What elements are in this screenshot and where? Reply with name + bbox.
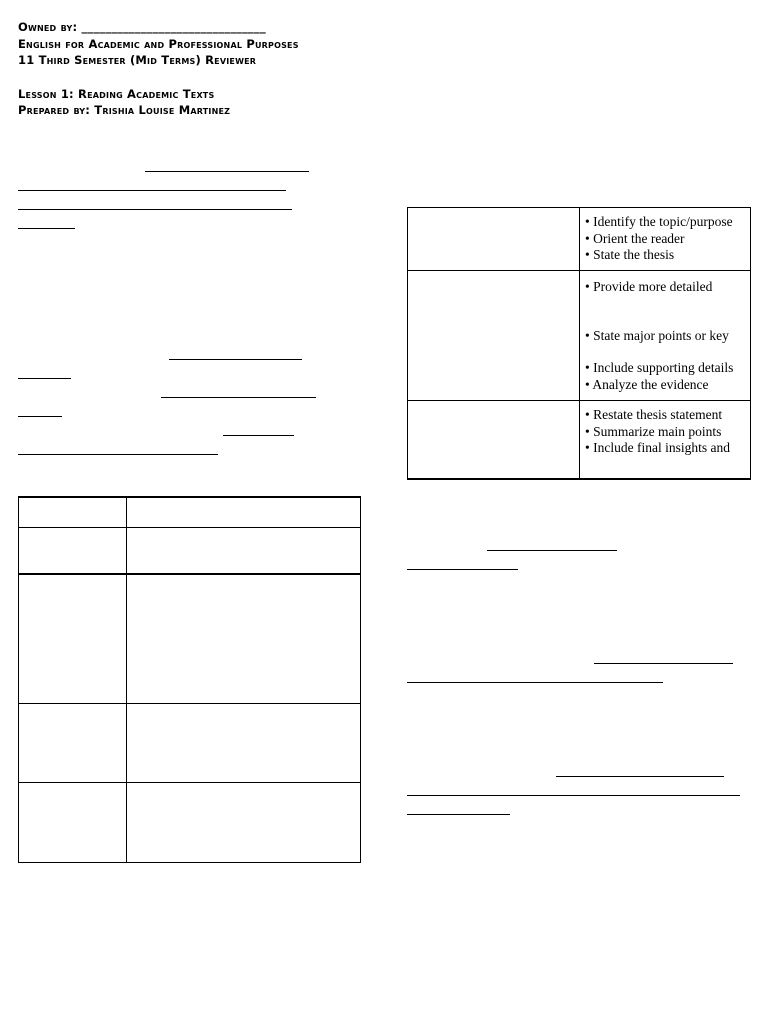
blank-line[interactable] (145, 171, 309, 172)
blank-line[interactable] (407, 569, 518, 570)
table-cell[interactable] (19, 703, 127, 782)
reviewer-table (18, 496, 361, 863)
blank-line[interactable] (18, 416, 62, 417)
bullet-item (585, 296, 745, 328)
row-bullets-cell (580, 271, 751, 401)
blank-line[interactable] (18, 454, 218, 455)
table-cell[interactable] (127, 574, 361, 703)
blank-line[interactable] (487, 550, 617, 551)
table-row (408, 271, 751, 401)
course-title: English for Academic and Professional Purposes (18, 36, 299, 51)
lesson-title: Lesson 1: Reading Academic Texts (18, 86, 215, 101)
semester-title: 11 Third Semester (Mid Terms) Reviewer (18, 53, 257, 67)
table-row (408, 208, 751, 271)
row-label-cell[interactable] (408, 271, 580, 401)
table-cell[interactable] (19, 497, 127, 527)
bullet-item: • Include final insights and (585, 440, 730, 455)
blank-line[interactable] (18, 228, 75, 229)
blank-line[interactable] (594, 663, 733, 664)
table-row (19, 527, 361, 574)
blank-line[interactable] (223, 435, 294, 436)
bullet-item: • Orient the reader (585, 230, 685, 246)
blank-line[interactable] (18, 378, 71, 379)
bullet-item: • Summarize main points (585, 423, 722, 439)
blank-line[interactable] (407, 814, 510, 815)
table-row (408, 401, 751, 479)
bullet-item: • State major points or key (585, 327, 729, 343)
blank-line[interactable] (407, 795, 740, 796)
blank-line[interactable] (407, 682, 663, 683)
table-cell[interactable] (127, 703, 361, 782)
row-bullets-cell (580, 208, 751, 271)
bullet-item: • State the thesis (585, 247, 675, 262)
table-cell[interactable] (19, 574, 127, 703)
table-cell[interactable] (19, 782, 127, 862)
table-cell[interactable] (127, 527, 361, 574)
owned-by-line: Owned by: _______________________________ (18, 20, 266, 34)
table-row (19, 497, 361, 527)
bullet-item: • Include supporting details (585, 360, 734, 375)
bullet-item: • Analyze the evidence (585, 376, 709, 392)
table-cell[interactable] (19, 527, 127, 574)
row-label-cell[interactable] (408, 208, 580, 271)
table-row (19, 574, 361, 703)
bullet-item: • Identify the topic/purpose (585, 214, 733, 229)
blank-line[interactable] (169, 359, 302, 360)
table-cell[interactable] (127, 782, 361, 862)
row-bullets-cell (580, 401, 751, 479)
row-label-cell[interactable] (408, 401, 580, 479)
text-structure-table (407, 207, 751, 480)
blank-line[interactable] (18, 209, 292, 210)
document-header (18, 19, 299, 119)
bullet-item: • Provide more detailed (585, 279, 713, 294)
table-row (19, 703, 361, 782)
table-row (19, 782, 361, 862)
blank-line[interactable] (556, 776, 724, 777)
table-cell[interactable] (127, 497, 361, 527)
blank-line[interactable] (18, 190, 286, 191)
blank-line[interactable] (161, 397, 316, 398)
prepared-by-line: Prepared by: Trishia Louise Martinez (18, 103, 231, 117)
bullet-item: • Restate thesis statement (585, 407, 723, 422)
